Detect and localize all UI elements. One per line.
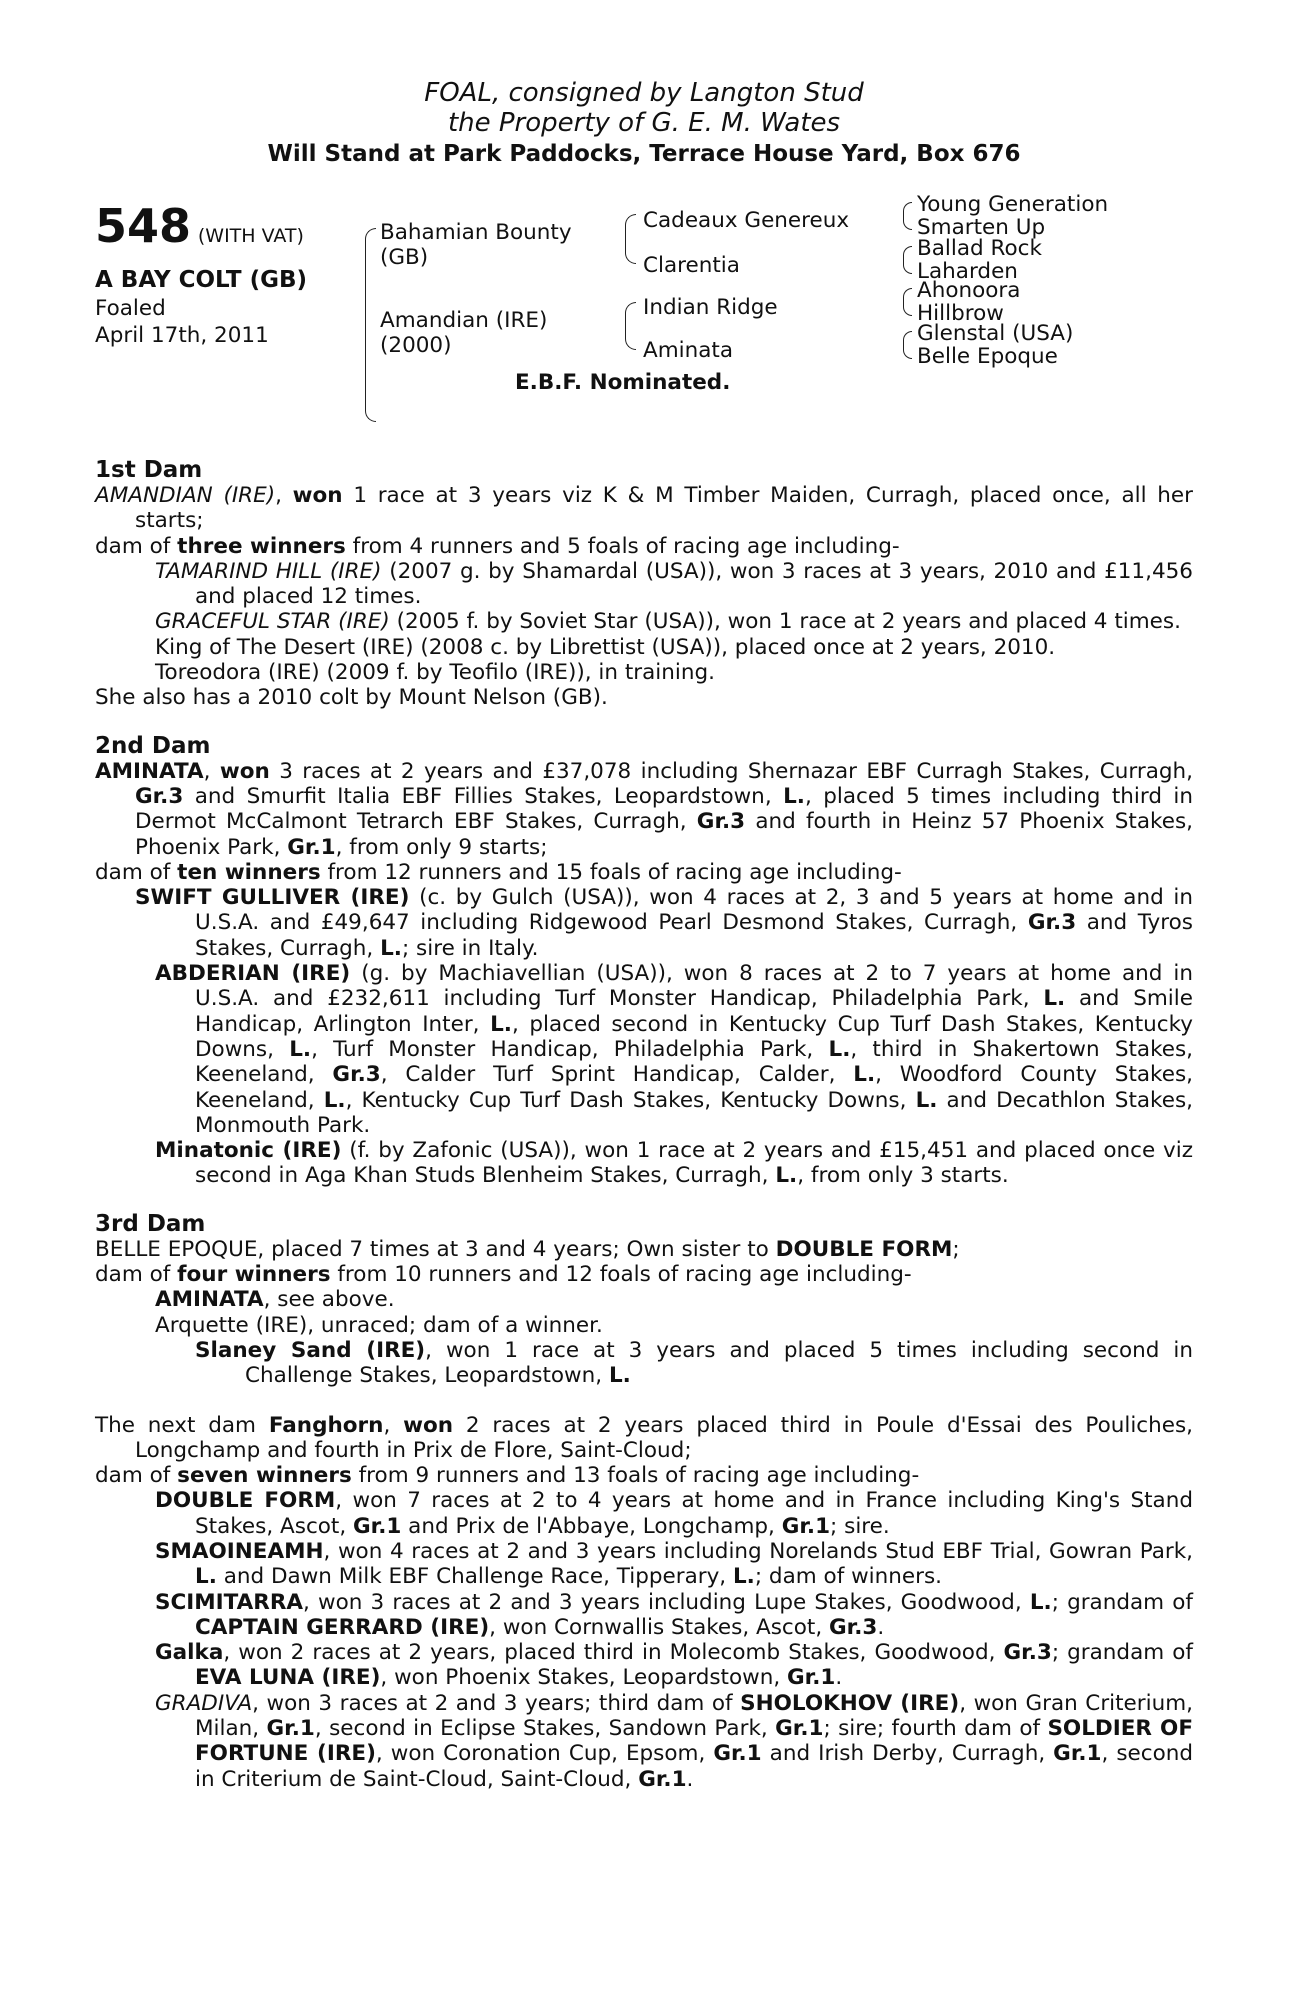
property-line: the Property of G. E. M. Wates xyxy=(447,108,841,138)
dam2-line-3: ABDERIAN (IRE) (g. by Machiavellian (USA)), won 8 races at 2 to 7 years at home and in U.S.A. and £232,611 including Turf Monster Handicap, Philadelphia Park, L. and Smile Handicap, Arlington Inter, L., placed second in Kentucky Cup Turf Dash Stakes, Kentucky Downs, L., Turf Monster Handicap, Philadelphia Park, L., third in Shakertown Stakes, Keeneland, Gr.3, Calder Turf Sprint Handicap, Calder, L., Woodford County Stakes, Keeneland, L., Kentucky Cup Turf Dash Stakes, Kentucky Downs, L. and Decathlon Stakes, Monmouth Park. xyxy=(155,961,1194,1138)
first-dam-section xyxy=(95,457,1193,711)
dam1-line-3: GRACEFUL STAR (IRE) (2005 f. by Soviet Star (USA)), won 1 race at 2 years and placed 4 times. xyxy=(155,609,1181,635)
next-dam-body xyxy=(95,1413,1193,1792)
dam-parents-bracket xyxy=(625,302,636,350)
dam-sire-sire: Ahonoora xyxy=(917,278,1021,303)
dam1-line-4: King of The Desert (IRE) (2008 c. by Librettist (USA)), placed once at 2 years, 2010. xyxy=(155,634,1056,660)
sire-dam-bracket xyxy=(365,228,376,422)
sire-dam: Clarentia xyxy=(643,253,740,278)
dam2-line-2: SWIFT GULLIVER (IRE) (c. by Gulch (USA)), won 4 races at 2, 3 and 5 years at home and in U.S.A. and £49,647 including Ridgewood Pearl Desmond Stakes, Curragh, Gr.3 and Tyros Stakes, Curragh, L.; sire in Italy. xyxy=(135,885,1193,961)
sire-parents-bracket xyxy=(625,214,636,264)
dam1-line-5: Toreodora (IRE) (2009 f. by Teofilo (IRE)), in training. xyxy=(155,660,715,686)
sire-dam-sire: Ballad Rock xyxy=(917,236,1042,261)
dam1-line-1: dam of three winners from 4 runners and 5 foals of racing age including- xyxy=(95,533,900,559)
dam2-line-1: dam of ten winners from 12 runners and 15 foals of racing age including- xyxy=(95,859,902,885)
foaled-date: April 17th, 2011 xyxy=(95,323,269,348)
ebf-nominated: E.B.F. Nominated. xyxy=(515,370,731,395)
nextdam-line-5: Galka, won 2 races at 2 years, placed third in Molecomb Stakes, Goodwood, Gr.3; grandam of EVA LUNA (IRE), won Phoenix Stakes, Leopardstown, Gr.1. xyxy=(155,1640,1193,1691)
sire-sire-sire: Young Generation xyxy=(917,192,1109,217)
dam1-line-2: TAMARIND HILL (IRE) (2007 g. by Shamardal (USA)), won 3 races at 3 years, 2010 and £11,456 and placed 12 times. xyxy=(155,558,1193,610)
dam3-line-0: BELLE EPOQUE, placed 7 times at 3 and 4 years; Own sister to DOUBLE FORM; xyxy=(95,1236,960,1262)
next-dam-section xyxy=(95,1413,1193,1792)
lot-number: 548 xyxy=(95,199,192,253)
consignor-line: FOAL, consigned by Langton Stud xyxy=(424,78,864,108)
dam-sire-dam: Hillbrow xyxy=(917,301,1004,326)
third-dam-body xyxy=(95,1237,1193,1389)
second-dam-section xyxy=(95,733,1193,1189)
sire-name: Bahamian Bounty xyxy=(380,220,572,245)
third-dam-title: 3rd Dam xyxy=(95,1210,206,1237)
dam-dam-sire: Glenstal (USA) xyxy=(917,321,1074,346)
nextdam-line-1: dam of seven winners from 9 runners and 13 foals of racing age including- xyxy=(95,1463,920,1489)
dam2-line-0: AMINATA, won 3 races at 2 years and £37,078 including Shernazar EBF Curragh Stakes, Curragh, Gr.3 and Smurfit Italia EBF Fillies Stakes, Leopardstown, L., placed 5 times including third in Dermot McCalmont Tetrarch EBF Stakes, Curragh, Gr.3 and fourth in Heinz 57 Phoenix Stakes, Phoenix Park, Gr.1, from only 9 starts; xyxy=(95,758,1193,860)
dam1-line-6: She also has a 2010 colt by Mount Nelson (GB). xyxy=(95,685,608,711)
nextdam-line-2: DOUBLE FORM, won 7 races at 2 to 4 years at home and in France including King's Stand Stakes, Ascot, Gr.1 and Prix de l'Abbaye, Longchamp, Gr.1; sire. xyxy=(155,1488,1193,1539)
nextdam-line-0: The next dam Fanghorn, won 2 races at 2 years placed third in Poule d'Essai des Pouliches, Longchamp and fourth in Prix de Flore, Saint-Cloud; xyxy=(95,1412,1194,1463)
catalogue-page xyxy=(95,78,1193,1792)
gen3-bracket-4 xyxy=(903,331,912,359)
lot-number-block xyxy=(95,199,304,253)
dam-sire: Indian Ridge xyxy=(643,295,778,320)
dam-dam-dam: Belle Epoque xyxy=(917,344,1058,369)
sire-country: (GB) xyxy=(380,245,429,270)
dam1-line-0: AMANDIAN (IRE), won 1 race at 3 years viz K & M Timber Maiden, Curragh, placed once, all her starts; xyxy=(95,483,1193,534)
first-dam-title: 1st Dam xyxy=(95,457,203,483)
second-dam-body xyxy=(95,759,1193,1189)
dam3-line-2: AMINATA, see above. xyxy=(155,1287,395,1313)
second-dam-title: 2nd Dam xyxy=(95,732,211,759)
nextdam-line-4: SCIMITARRA, won 3 races at 2 and 3 years including Lupe Stakes, Goodwood, L.; grandam of CAPTAIN GERRARD (IRE), won Cornwallis Stakes, Ascot, Gr.3. xyxy=(155,1589,1193,1640)
third-dam-section xyxy=(95,1211,1193,1389)
dam3-line-1: dam of four winners from 10 runners and 12 foals of racing age including- xyxy=(95,1262,912,1288)
nextdam-line-3: SMAOINEAMH, won 4 races at 2 and 3 years including Norelands Stud EBF Trial, Gowran Park, L. and Dawn Milk EBF Challenge Race, Tipperary, L.; dam of winners. xyxy=(155,1538,1193,1590)
sire-sire-dam: Smarten Up xyxy=(917,215,1046,240)
dam-year: (2000) xyxy=(380,333,452,358)
sire-sire: Cadeaux Genereux xyxy=(643,208,850,233)
vat-note: (WITH VAT) xyxy=(197,225,304,247)
gen3-bracket-3 xyxy=(903,288,912,316)
dam-name: Amandian (IRE) xyxy=(380,308,548,333)
first-dam-body xyxy=(95,483,1193,711)
dam2-line-4: Minatonic (IRE) (f. by Zafonic (USA)), won 1 race at 2 years and £15,451 and placed once viz second in Aga Khan Studs Blenheim Stakes, Curragh, L., from only 3 starts. xyxy=(155,1138,1193,1189)
nextdam-line-6: GRADIVA, won 3 races at 2 and 3 years; third dam of SHOLOKHOV (IRE), won Gran Criterium, Milan, Gr.1, second in Eclipse Stakes, Sandown Park, Gr.1; sire; fourth dam of SOLDIER OF FORTUNE (IRE), won Coronation Cup, Epsom, Gr.1 and Irish Derby, Curragh, Gr.1, second in Criterium de Saint-Cloud, Saint-Cloud, Gr.1. xyxy=(155,1690,1194,1792)
lot-title: A BAY COLT (GB) xyxy=(95,267,308,293)
dam-dam: Aminata xyxy=(643,338,734,363)
sire-dam-dam: Laharden xyxy=(917,259,1018,284)
gen3-bracket-2 xyxy=(903,246,912,274)
dam3-line-4: Slaney Sand (IRE), won 1 race at 3 years and placed 5 times including second in Challenge Stakes, Leopardstown, L. xyxy=(195,1337,1193,1389)
gen3-bracket-1 xyxy=(903,202,912,230)
location-line: Will Stand at Park Paddocks, Terrace House Yard, Box 676 xyxy=(267,141,1021,167)
dam3-line-3: Arquette (IRE), unraced; dam of a winner. xyxy=(155,1312,603,1338)
foaled-label: Foaled xyxy=(95,296,166,321)
pedigree-block xyxy=(95,190,1193,445)
